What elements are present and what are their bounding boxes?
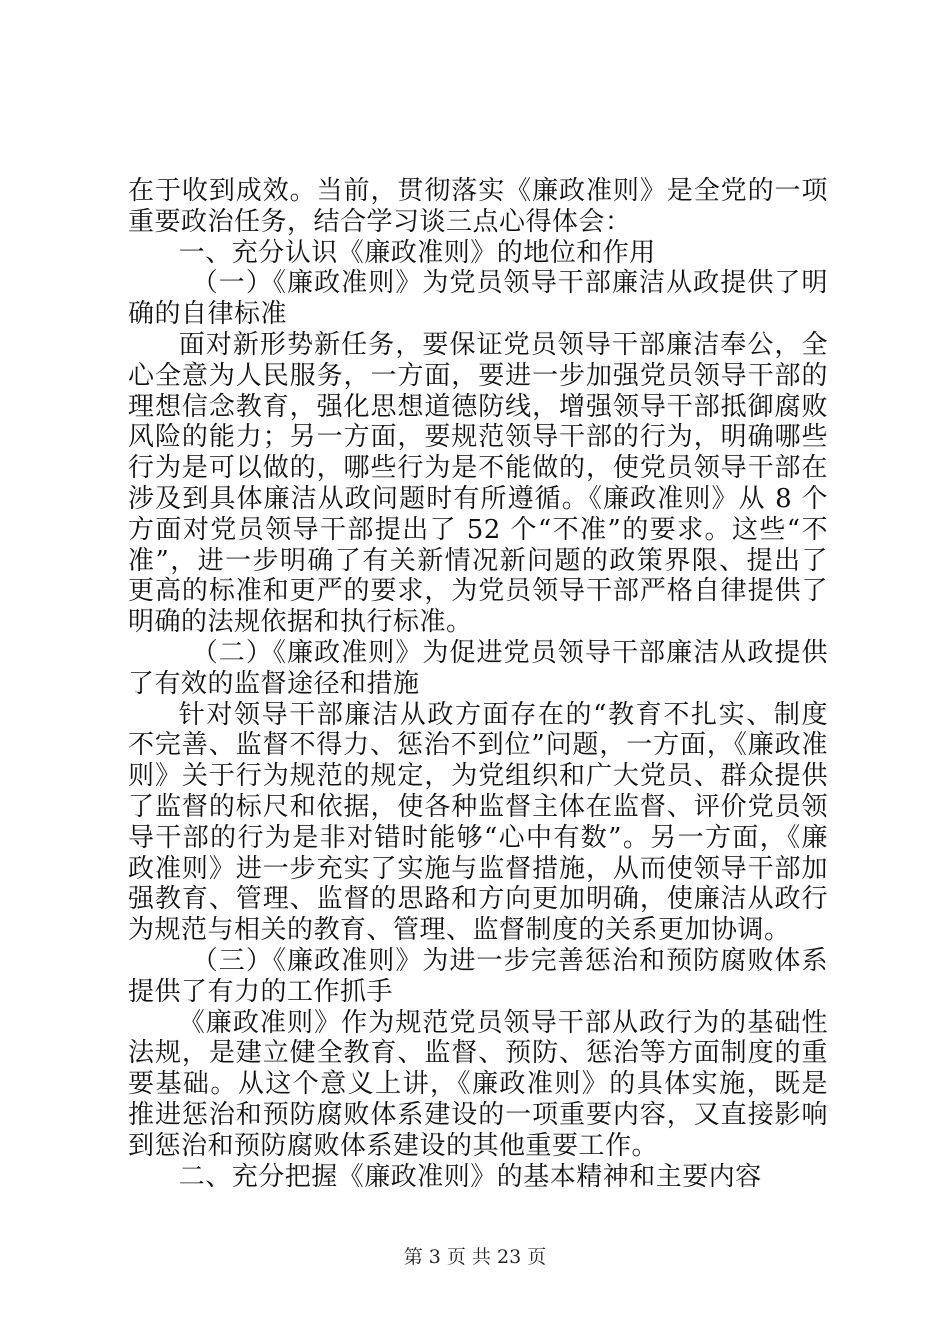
document-body xyxy=(128,176,828,1192)
section-heading-1: 一、充分认识《廉政准则》的地位和作用 xyxy=(178,237,656,268)
paragraph-body-1: 面对新形势新任务，要保证党员领导干部廉洁奉公，全心全意为人民服务，一方面，要进一步加强党员领导干部的理想信念教育，强化思想道德防线，增强领导干部抵御腐败风险的能力；另一方面，要规范领导干部的行为，明确哪些行为是可以做的，哪些行为是不能做的，使党员领导干部在涉及到具体廉洁从政问题时有所遵循。《廉政准则》从 8 个方面对党员领导干部提出了 52 个“不准”的要求。这些“不准”，进一步明确了有关新情况新问题的政策界限、提出了更高的标准和更严的要求，为党员领导干部严格自律提供了明确的法规依据和执行标准。 xyxy=(128,329,828,638)
paragraph-intro: 在于收到成效。当前，贯彻落实《廉政准则》是全党的一项重要政治任务，结合学习谈三点心得体会： xyxy=(128,176,828,237)
page-number-footer: 第 3 页 共 23 页 xyxy=(403,1246,547,1268)
subsection-heading-2: （二）《廉政准则》为促进党员领导干部廉洁从政提供了有效的监督途径和措施 xyxy=(128,637,828,699)
paragraph-body-3: 《廉政准则》作为规范党员领导干部从政行为的基础性法规，是建立健全教育、监督、预防、惩治等方面制度的重要基础。从这个意义上讲，《廉政准则》的具体实施，既是推进惩治和预防腐败体系建设的一项重要内容，又直接影响到惩治和预防腐败体系建设的其他重要工作。 xyxy=(128,1007,828,1161)
subsection-heading-1: （一）《廉政准则》为党员领导干部廉洁从政提供了明确的自律标准 xyxy=(128,268,828,330)
paragraph-body-2: 针对领导干部廉洁从政方面存在的“教育不扎实、制度不完善、监督不得力、惩治不到位”问题，一方面，《廉政准则》关于行为规范的规定，为党组织和广大党员、群众提供了监督的标尺和依据，使各种监督主体在监督、评价党员领导干部的行为是非对错时能够“心中有数”。另一方面，《廉政准则》进一步充实了实施与监督措施，从而使领导干部加强教育、管理、监督的思路和方向更加明确，使廉洁从政行为规范与相关的教育、管理、监督制度的关系更加协调。 xyxy=(128,699,828,946)
section-heading-2: 二、充分把握《廉政准则》的基本精神和主要内容 xyxy=(178,1161,762,1192)
subsection-heading-3: （三）《廉政准则》为进一步完善惩治和预防腐败体系提供了有力的工作抓手 xyxy=(128,945,828,1007)
